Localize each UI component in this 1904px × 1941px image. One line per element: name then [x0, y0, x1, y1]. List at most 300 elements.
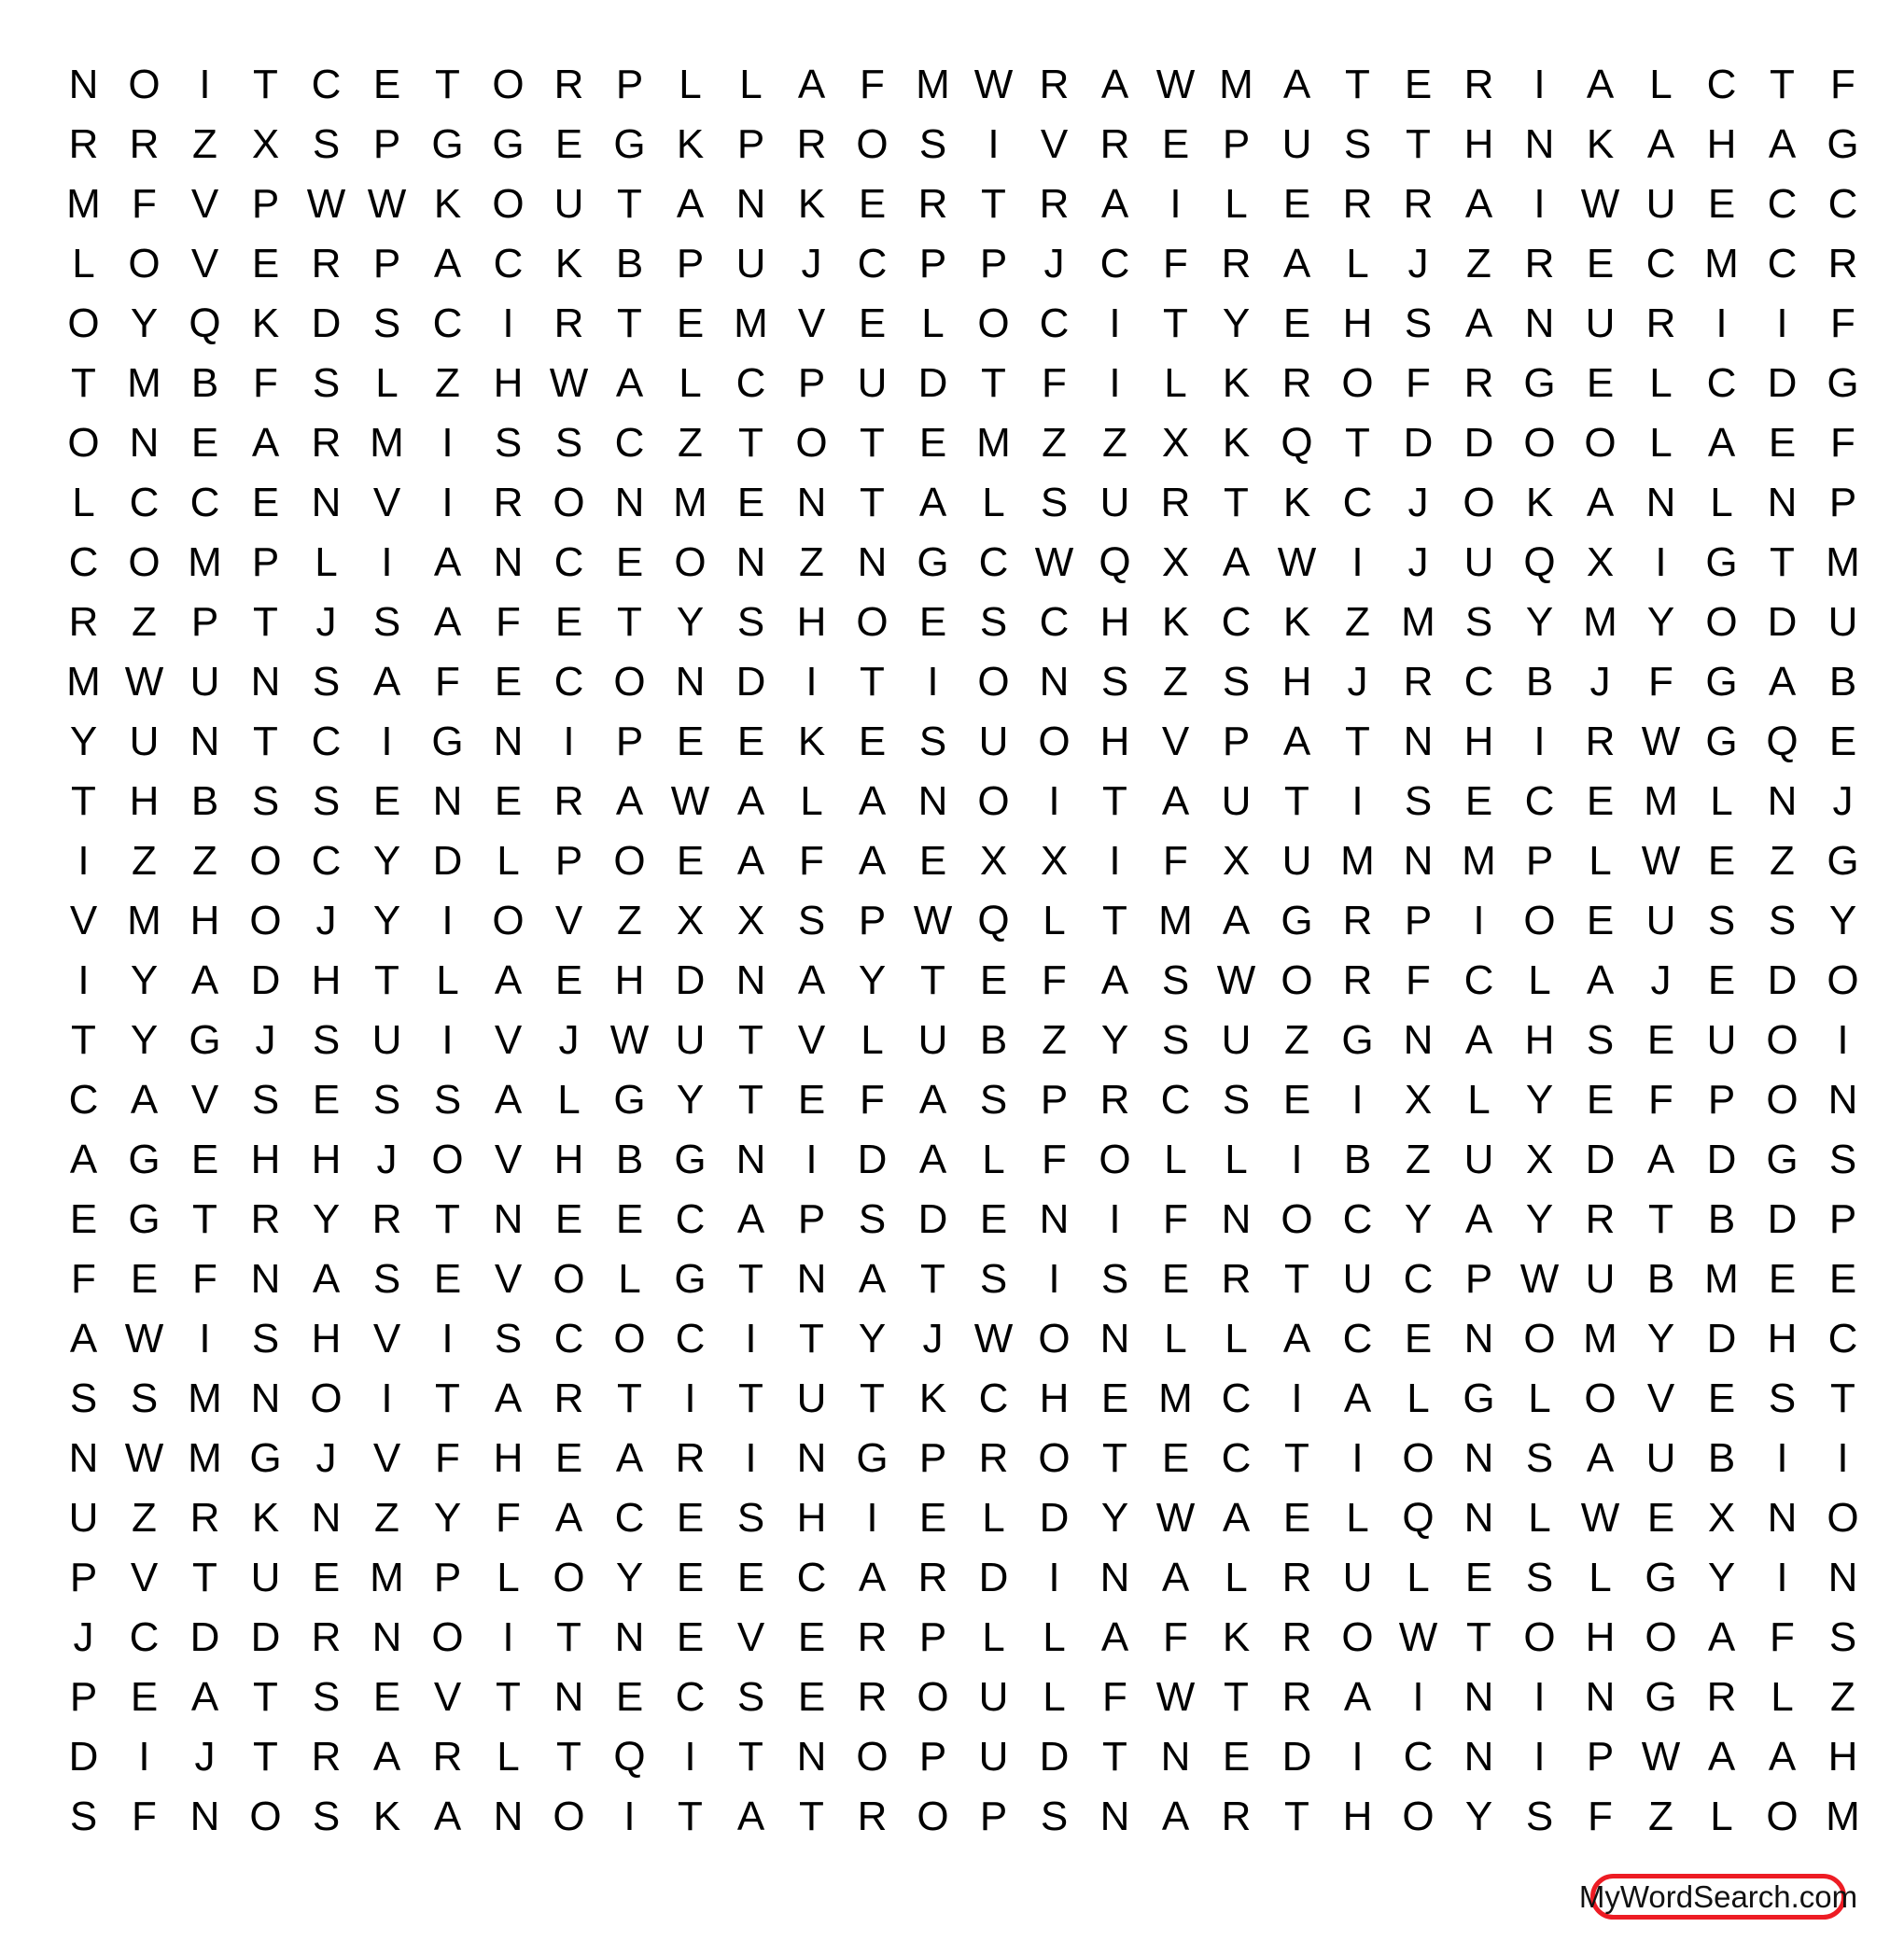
grid-cell: L	[497, 1555, 520, 1600]
grid-cell: J	[315, 898, 337, 943]
grid-cell: K	[1282, 480, 1311, 525]
grid-cell: C	[1524, 778, 1555, 824]
logo-badge[interactable]	[1578, 1874, 1858, 1920]
grid-cell: R	[311, 1734, 342, 1780]
grid-cell: T	[192, 1196, 217, 1242]
grid-cell: L	[618, 1256, 641, 1302]
grid-cell: A	[1222, 898, 1251, 943]
grid-cell: T	[799, 1316, 824, 1361]
grid-cell: C	[796, 1555, 827, 1600]
grid-cell: G	[674, 1256, 707, 1302]
grid-cell: I	[1776, 1555, 1788, 1600]
grid-cell: C	[614, 420, 645, 466]
grid-cell: S	[858, 1196, 887, 1242]
grid-cell: E	[1646, 1017, 1675, 1063]
grid-cell: T	[738, 420, 763, 466]
grid-cell: N	[796, 1734, 827, 1780]
grid-cell: O	[1584, 1375, 1617, 1421]
grid-cell: W	[124, 1316, 164, 1361]
grid-cell: F	[799, 838, 824, 884]
grid-cell: S	[494, 1316, 523, 1361]
grid-cell: F	[1163, 241, 1188, 286]
grid-cell: I	[1048, 1555, 1060, 1600]
grid-cell: I	[1533, 62, 1546, 107]
grid-cell: R	[553, 300, 584, 346]
grid-cell: R	[857, 1614, 888, 1660]
grid-cell: E	[372, 778, 401, 824]
grid-cell: R	[1099, 1077, 1130, 1123]
grid-cell: M	[127, 360, 161, 406]
grid-cell: C	[1039, 300, 1070, 346]
grid-cell: C	[1767, 181, 1798, 227]
grid-cell: O	[1038, 719, 1071, 764]
grid-cell: A	[1768, 1734, 1797, 1780]
grid-cell: R	[675, 1435, 706, 1481]
grid-cell: P	[190, 599, 219, 645]
grid-cell: A	[1586, 957, 1615, 1003]
grid-cell: L	[1346, 1495, 1369, 1541]
grid-cell: K	[251, 300, 280, 346]
grid-cell: N	[1767, 778, 1798, 824]
grid-cell: M	[1340, 838, 1375, 884]
grid-cell: H	[1585, 1614, 1616, 1660]
grid-cell: I	[987, 121, 1000, 167]
grid-cell: B	[1525, 659, 1554, 705]
grid-cell: Z	[192, 838, 217, 884]
grid-cell: Z	[132, 1495, 157, 1541]
grid-cell: R	[1221, 1256, 1252, 1302]
grid-cell: O	[674, 539, 707, 585]
grid-cell: I	[1291, 1375, 1303, 1421]
grid-cell: O	[613, 838, 646, 884]
grid-cell: N	[189, 1794, 220, 1839]
grid-cell: P	[1828, 1196, 1857, 1242]
grid-cell: E	[858, 300, 887, 346]
grid-cell: L	[1164, 360, 1187, 406]
grid-cell: P	[372, 121, 401, 167]
grid-cell: R	[189, 1495, 220, 1541]
grid-cell: F	[253, 360, 278, 406]
grid-cell: R	[129, 121, 160, 167]
grid-cell: E	[676, 1555, 705, 1600]
grid-cell: U	[1281, 121, 1312, 167]
grid-cell: L	[1771, 1674, 1794, 1720]
grid-cell: L	[1528, 957, 1551, 1003]
grid-cell: S	[1525, 1555, 1554, 1600]
grid-cell: E	[736, 480, 765, 525]
grid-cell: E	[1586, 241, 1615, 286]
grid-cell: Y	[676, 1077, 705, 1123]
grid-cell: X	[979, 838, 1008, 884]
grid-cell: S	[1404, 300, 1433, 346]
grid-cell: U	[1281, 838, 1312, 884]
grid-cell: L	[1407, 1375, 1430, 1421]
grid-cell: R	[1281, 1614, 1312, 1660]
grid-cell: B	[615, 1137, 644, 1182]
grid-cell: Y	[69, 719, 98, 764]
grid-cell: C	[1403, 1734, 1434, 1780]
grid-cell: C	[675, 1316, 706, 1361]
grid-cell: T	[1102, 1435, 1127, 1481]
grid-cell: H	[311, 1137, 342, 1182]
grid-cell: U	[1645, 898, 1676, 943]
grid-cell: O	[553, 1794, 585, 1839]
grid-cell: C	[675, 1196, 706, 1242]
grid-cell: N	[857, 539, 888, 585]
grid-cell: R	[857, 1674, 888, 1720]
grid-cell: E	[494, 778, 523, 824]
grid-cell: Y	[858, 957, 887, 1003]
grid-cell: S	[312, 1017, 341, 1063]
grid-cell: R	[1403, 181, 1434, 227]
grid-cell: I	[441, 1316, 454, 1361]
grid-cell: A	[615, 778, 644, 824]
grid-cell: G	[856, 1435, 889, 1481]
grid-cell: L	[1649, 360, 1673, 406]
grid-cell: H	[311, 1316, 342, 1361]
grid-cell: F	[1830, 420, 1855, 466]
grid-cell: C	[1767, 241, 1798, 286]
grid-cell: Y	[1100, 1495, 1129, 1541]
grid-cell: G	[128, 1137, 161, 1182]
grid-cell: A	[190, 957, 219, 1003]
grid-cell: T	[617, 181, 642, 227]
grid-cell: U	[1342, 1555, 1373, 1600]
grid-cell: I	[1048, 1256, 1060, 1302]
grid-cell: I	[1291, 1137, 1303, 1182]
grid-cell: A	[858, 838, 887, 884]
grid-cell: A	[1282, 719, 1311, 764]
grid-cell: S	[312, 360, 341, 406]
grid-cell: S	[1100, 659, 1129, 705]
grid-cell: A	[372, 659, 401, 705]
grid-cell: R	[1039, 181, 1070, 227]
grid-cell: P	[1464, 1256, 1493, 1302]
grid-cell: E	[676, 300, 705, 346]
grid-cell: G	[128, 1196, 161, 1242]
grid-cell: V	[797, 1017, 826, 1063]
grid-cell: V	[130, 1555, 159, 1600]
grid-cell: T	[1830, 1375, 1855, 1421]
grid-cell: H	[189, 898, 220, 943]
grid-cell: S	[736, 1674, 765, 1720]
grid-cell: N	[1403, 838, 1434, 884]
grid-cell: H	[1463, 719, 1494, 764]
grid-cell: E	[130, 1256, 159, 1302]
grid-cell: N	[1524, 121, 1555, 167]
grid-cell: H	[1706, 121, 1737, 167]
grid-cell: X	[676, 898, 705, 943]
grid-cell: S	[1707, 898, 1736, 943]
grid-cell: A	[433, 599, 462, 645]
grid-cell: C	[1706, 62, 1737, 107]
grid-cell: Y	[615, 1555, 644, 1600]
grid-cell: G	[431, 121, 464, 167]
grid-cell: C	[614, 1495, 645, 1541]
grid-cell: D	[978, 1555, 1009, 1600]
grid-cell: U	[1463, 539, 1494, 585]
grid-cell: Y	[1525, 1077, 1554, 1123]
grid-cell: R	[796, 121, 827, 167]
grid-cell: R	[432, 1734, 463, 1780]
grid-cell: D	[189, 1614, 220, 1660]
grid-cell: V	[736, 1614, 765, 1660]
grid-cell: I	[1715, 300, 1728, 346]
grid-cell: T	[1224, 1674, 1249, 1720]
grid-cell: D	[1706, 1316, 1737, 1361]
grid-cell: L	[1710, 778, 1733, 824]
grid-cell: S	[312, 778, 341, 824]
grid-cell: T	[799, 1794, 824, 1839]
grid-cell: O	[1038, 1316, 1071, 1361]
grid-cell: E	[918, 1495, 947, 1541]
grid-cell: W	[1641, 719, 1681, 764]
grid-cell: W	[1277, 539, 1317, 585]
grid-cell: E	[1282, 1077, 1311, 1123]
grid-cell: W	[549, 360, 589, 406]
grid-cell: I	[1776, 300, 1788, 346]
grid-cell: E	[312, 1077, 341, 1123]
grid-cell: A	[918, 1077, 947, 1123]
grid-cell: G	[1705, 719, 1738, 764]
grid-cell: N	[1099, 1794, 1130, 1839]
grid-cell: S	[251, 1316, 280, 1361]
grid-cell: N	[1039, 659, 1070, 705]
grid-cell: N	[1463, 1674, 1494, 1720]
grid-cell: T	[71, 360, 96, 406]
grid-cell: S	[251, 1077, 280, 1123]
grid-cell: L	[497, 1734, 520, 1780]
grid-cell: T	[435, 62, 460, 107]
grid-cell: I	[441, 898, 454, 943]
grid-cell: A	[1768, 121, 1797, 167]
grid-cell: I	[563, 719, 575, 764]
grid-cell: A	[1707, 1614, 1736, 1660]
grid-cell: R	[1221, 1794, 1252, 1839]
grid-cell: C	[1342, 1316, 1373, 1361]
grid-cell: Y	[433, 1495, 462, 1541]
grid-cell: D	[1039, 1734, 1070, 1780]
grid-cell: C	[735, 360, 766, 406]
grid-cell: C	[129, 1614, 160, 1660]
grid-cell: N	[1160, 1734, 1191, 1780]
grid-cell: A	[918, 1137, 947, 1182]
grid-cell: H	[1767, 1316, 1798, 1361]
grid-cell: D	[1706, 1137, 1737, 1182]
grid-cell: L	[1225, 181, 1248, 227]
grid-cell: S	[372, 1256, 401, 1302]
grid-cell: P	[736, 121, 765, 167]
grid-cell: I	[1109, 1196, 1121, 1242]
grid-cell: M	[916, 62, 950, 107]
grid-cell: G	[189, 1017, 221, 1063]
grid-cell: S	[1464, 599, 1493, 645]
grid-cell: F	[132, 181, 157, 227]
grid-cell: O	[1523, 1614, 1556, 1660]
grid-cell: R	[1281, 1555, 1312, 1600]
grid-cell: O	[1705, 599, 1738, 645]
grid-cell: A	[1768, 659, 1797, 705]
grid-cell: I	[1048, 778, 1060, 824]
grid-cell: E	[1707, 181, 1736, 227]
grid-cell: F	[1163, 1614, 1188, 1660]
grid-cell: I	[1533, 1734, 1546, 1780]
grid-cell: E	[312, 1555, 341, 1600]
grid-cell: O	[553, 1256, 585, 1302]
grid-cell: Y	[1646, 599, 1675, 645]
grid-cell: P	[918, 241, 947, 286]
grid-cell: A	[615, 360, 644, 406]
grid-cell: G	[917, 539, 949, 585]
grid-cell: E	[251, 241, 280, 286]
grid-cell: F	[1648, 659, 1673, 705]
grid-cell: N	[796, 480, 827, 525]
grid-cell: T	[617, 1375, 642, 1421]
grid-cell: G	[613, 1077, 646, 1123]
grid-cell: Z	[1163, 659, 1188, 705]
grid-cell: S	[372, 1077, 401, 1123]
grid-cell: N	[1585, 1674, 1616, 1720]
grid-cell: I	[502, 1614, 514, 1660]
grid-cell: E	[615, 1196, 644, 1242]
grid-cell: K	[1586, 121, 1615, 167]
grid-cell: R	[311, 420, 342, 466]
grid-cell: A	[1100, 957, 1129, 1003]
grid-cell: J	[558, 1017, 580, 1063]
grid-cell: U	[675, 1017, 706, 1063]
grid-cell: A	[736, 838, 765, 884]
grid-cell: J	[1407, 480, 1429, 525]
grid-cell: G	[613, 121, 646, 167]
grid-cell: V	[372, 1316, 401, 1361]
grid-cell: S	[312, 121, 341, 167]
grid-cell: K	[676, 121, 705, 167]
grid-cell: N	[796, 1256, 827, 1302]
grid-cell: P	[69, 1674, 98, 1720]
grid-cell: A	[251, 420, 280, 466]
grid-cell: T	[860, 659, 885, 705]
grid-cell: R	[68, 121, 99, 167]
grid-cell: S	[69, 1794, 98, 1839]
grid-cell: M	[1826, 1794, 1860, 1839]
grid-cell: W	[1641, 838, 1681, 884]
grid-cell: O	[1463, 480, 1495, 525]
grid-cell: A	[736, 1794, 765, 1839]
grid-cell: O	[249, 898, 282, 943]
grid-cell: O	[1281, 1196, 1313, 1242]
grid-cell: Q	[1099, 539, 1131, 585]
grid-cell: L	[982, 480, 1005, 525]
grid-cell: X	[1707, 1495, 1736, 1541]
grid-cell: C	[553, 659, 584, 705]
grid-cell: T	[738, 1375, 763, 1421]
grid-cell: Y	[1404, 1196, 1433, 1242]
grid-cell: I	[623, 1794, 636, 1839]
grid-cell: E	[1282, 181, 1311, 227]
grid-cell: I	[381, 539, 393, 585]
grid-cell: S	[918, 719, 947, 764]
grid-cell: D	[1767, 599, 1798, 645]
grid-cell: H	[493, 360, 524, 406]
grid-cell: O	[856, 599, 889, 645]
grid-cell: U	[978, 1734, 1009, 1780]
grid-cell: R	[1342, 957, 1373, 1003]
grid-cell: K	[1222, 420, 1251, 466]
grid-cell: Y	[372, 898, 401, 943]
grid-cell: F	[1830, 62, 1855, 107]
grid-cell: H	[1342, 1794, 1373, 1839]
grid-cell: T	[981, 181, 1006, 227]
grid-cell: A	[1464, 300, 1493, 346]
grid-cell: D	[917, 360, 948, 406]
grid-cell: E	[554, 121, 583, 167]
grid-cell: N	[553, 1674, 584, 1720]
grid-cell: O	[1281, 957, 1313, 1003]
grid-cell: I	[1351, 778, 1364, 824]
grid-cell: N	[735, 539, 766, 585]
grid-cell: F	[1042, 1137, 1067, 1182]
grid-cell: D	[1403, 420, 1434, 466]
grid-cell: R	[1403, 659, 1434, 705]
grid-cell: A	[1586, 62, 1615, 107]
grid-cell: T	[192, 1555, 217, 1600]
grid-cell: E	[858, 719, 887, 764]
grid-cell: S	[1525, 1794, 1554, 1839]
grid-cell: U	[1099, 480, 1130, 525]
grid-cell: N	[735, 957, 766, 1003]
grid-cell: E	[676, 1495, 705, 1541]
grid-cell: W	[1034, 539, 1074, 585]
grid-cell: H	[1099, 719, 1130, 764]
grid-cell: H	[1039, 1375, 1070, 1421]
grid-cell: G	[1705, 659, 1738, 705]
grid-cell: N	[675, 659, 706, 705]
grid-cell: D	[432, 838, 463, 884]
grid-cell: L	[72, 480, 95, 525]
grid-cell: O	[1402, 1435, 1435, 1481]
grid-cell: N	[68, 1435, 99, 1481]
grid-cell: S	[69, 1375, 98, 1421]
grid-cell: I	[1533, 181, 1546, 227]
grid-cell: L	[1043, 898, 1066, 943]
grid-cell: F	[1406, 957, 1431, 1003]
grid-cell: C	[1342, 480, 1373, 525]
grid-cell: F	[1588, 1794, 1613, 1839]
grid-cell: R	[553, 1375, 584, 1421]
grid-cell: K	[372, 1794, 401, 1839]
grid-cell: I	[1351, 1734, 1364, 1780]
grid-cell: E	[1586, 898, 1615, 943]
grid-cell: C	[1221, 1435, 1252, 1481]
grid-cell: W	[609, 1017, 650, 1063]
grid-cell: N	[1827, 1077, 1858, 1123]
grid-cell: A	[1100, 181, 1129, 227]
grid-cell: O	[1827, 1495, 1859, 1541]
grid-cell: A	[676, 181, 705, 227]
grid-cell: R	[1463, 360, 1494, 406]
grid-cell: J	[801, 241, 822, 286]
grid-cell: Y	[1464, 1794, 1493, 1839]
grid-cell: T	[556, 1734, 581, 1780]
grid-cell: T	[860, 420, 885, 466]
grid-cell: U	[1585, 300, 1616, 346]
grid-cell: N	[311, 480, 342, 525]
grid-cell: P	[797, 360, 826, 406]
grid-cell: I	[1837, 1435, 1849, 1481]
grid-cell: B	[1707, 1435, 1736, 1481]
grid-cell: V	[1161, 719, 1190, 764]
grid-cell: R	[553, 778, 584, 824]
